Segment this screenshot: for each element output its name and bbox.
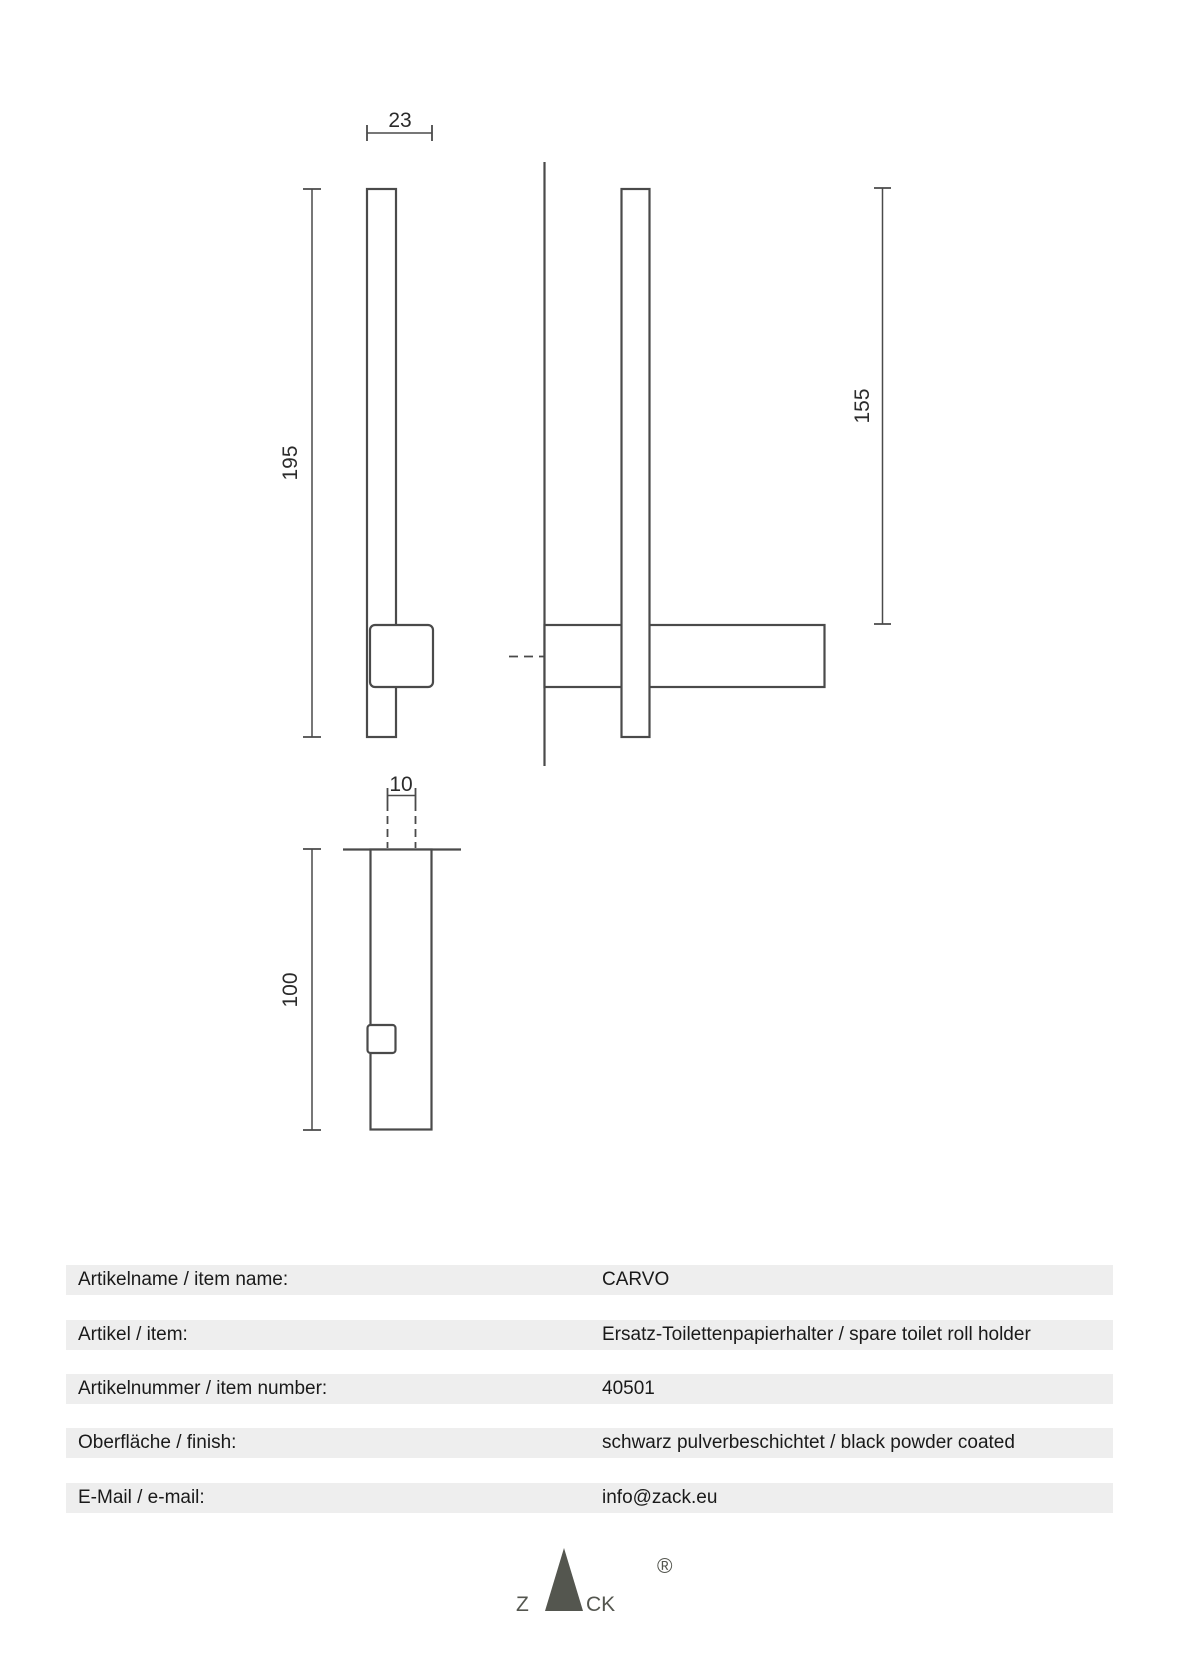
table-row-finish [66, 1428, 1113, 1458]
dim-label-depth-100: 100 [279, 972, 302, 1008]
side-view-rod [622, 189, 650, 737]
logo-letters-ck: CK [586, 1593, 616, 1616]
registered-trademark-icon: ® [657, 1555, 673, 1578]
row-label: E-Mail / e-mail: [78, 1487, 205, 1508]
logo-letter-z: Z [516, 1593, 529, 1616]
row-label: Artikel / item: [78, 1324, 188, 1345]
dim-label-width-10: 10 [389, 773, 413, 796]
row-value: CARVO [602, 1269, 670, 1290]
zack-logo [516, 1547, 686, 1617]
row-label: Artikelnummer / item number: [78, 1378, 328, 1399]
dim-label-height-155: 155 [851, 388, 874, 424]
table-row-item [66, 1320, 1113, 1350]
row-value: info@zack.eu [602, 1487, 718, 1508]
dim-label-height-195: 195 [279, 445, 302, 481]
front-view-wall-plate [370, 625, 433, 687]
row-value: Ersatz-Toilettenpapierhalter / spare toilet roll holder [602, 1324, 1031, 1345]
row-value: schwarz pulverbeschichtet / black powder coated [602, 1432, 1015, 1453]
logo-triangle-icon [545, 1548, 583, 1611]
row-value: 40501 [602, 1378, 655, 1399]
table-row-email [66, 1483, 1113, 1513]
plan-view-rod-section [368, 1025, 396, 1053]
side-view-support-arm [545, 625, 825, 687]
plan-view [279, 773, 461, 1130]
row-label: Oberfläche / finish: [78, 1432, 237, 1453]
row-label: Artikelname / item name: [78, 1269, 289, 1290]
dim-label-width-23: 23 [388, 109, 412, 132]
front-view [279, 109, 433, 737]
table-row-item-number [66, 1374, 1113, 1404]
table-row-item-name [66, 1265, 1113, 1295]
side-view [509, 162, 891, 766]
plan-view-body [371, 850, 432, 1130]
